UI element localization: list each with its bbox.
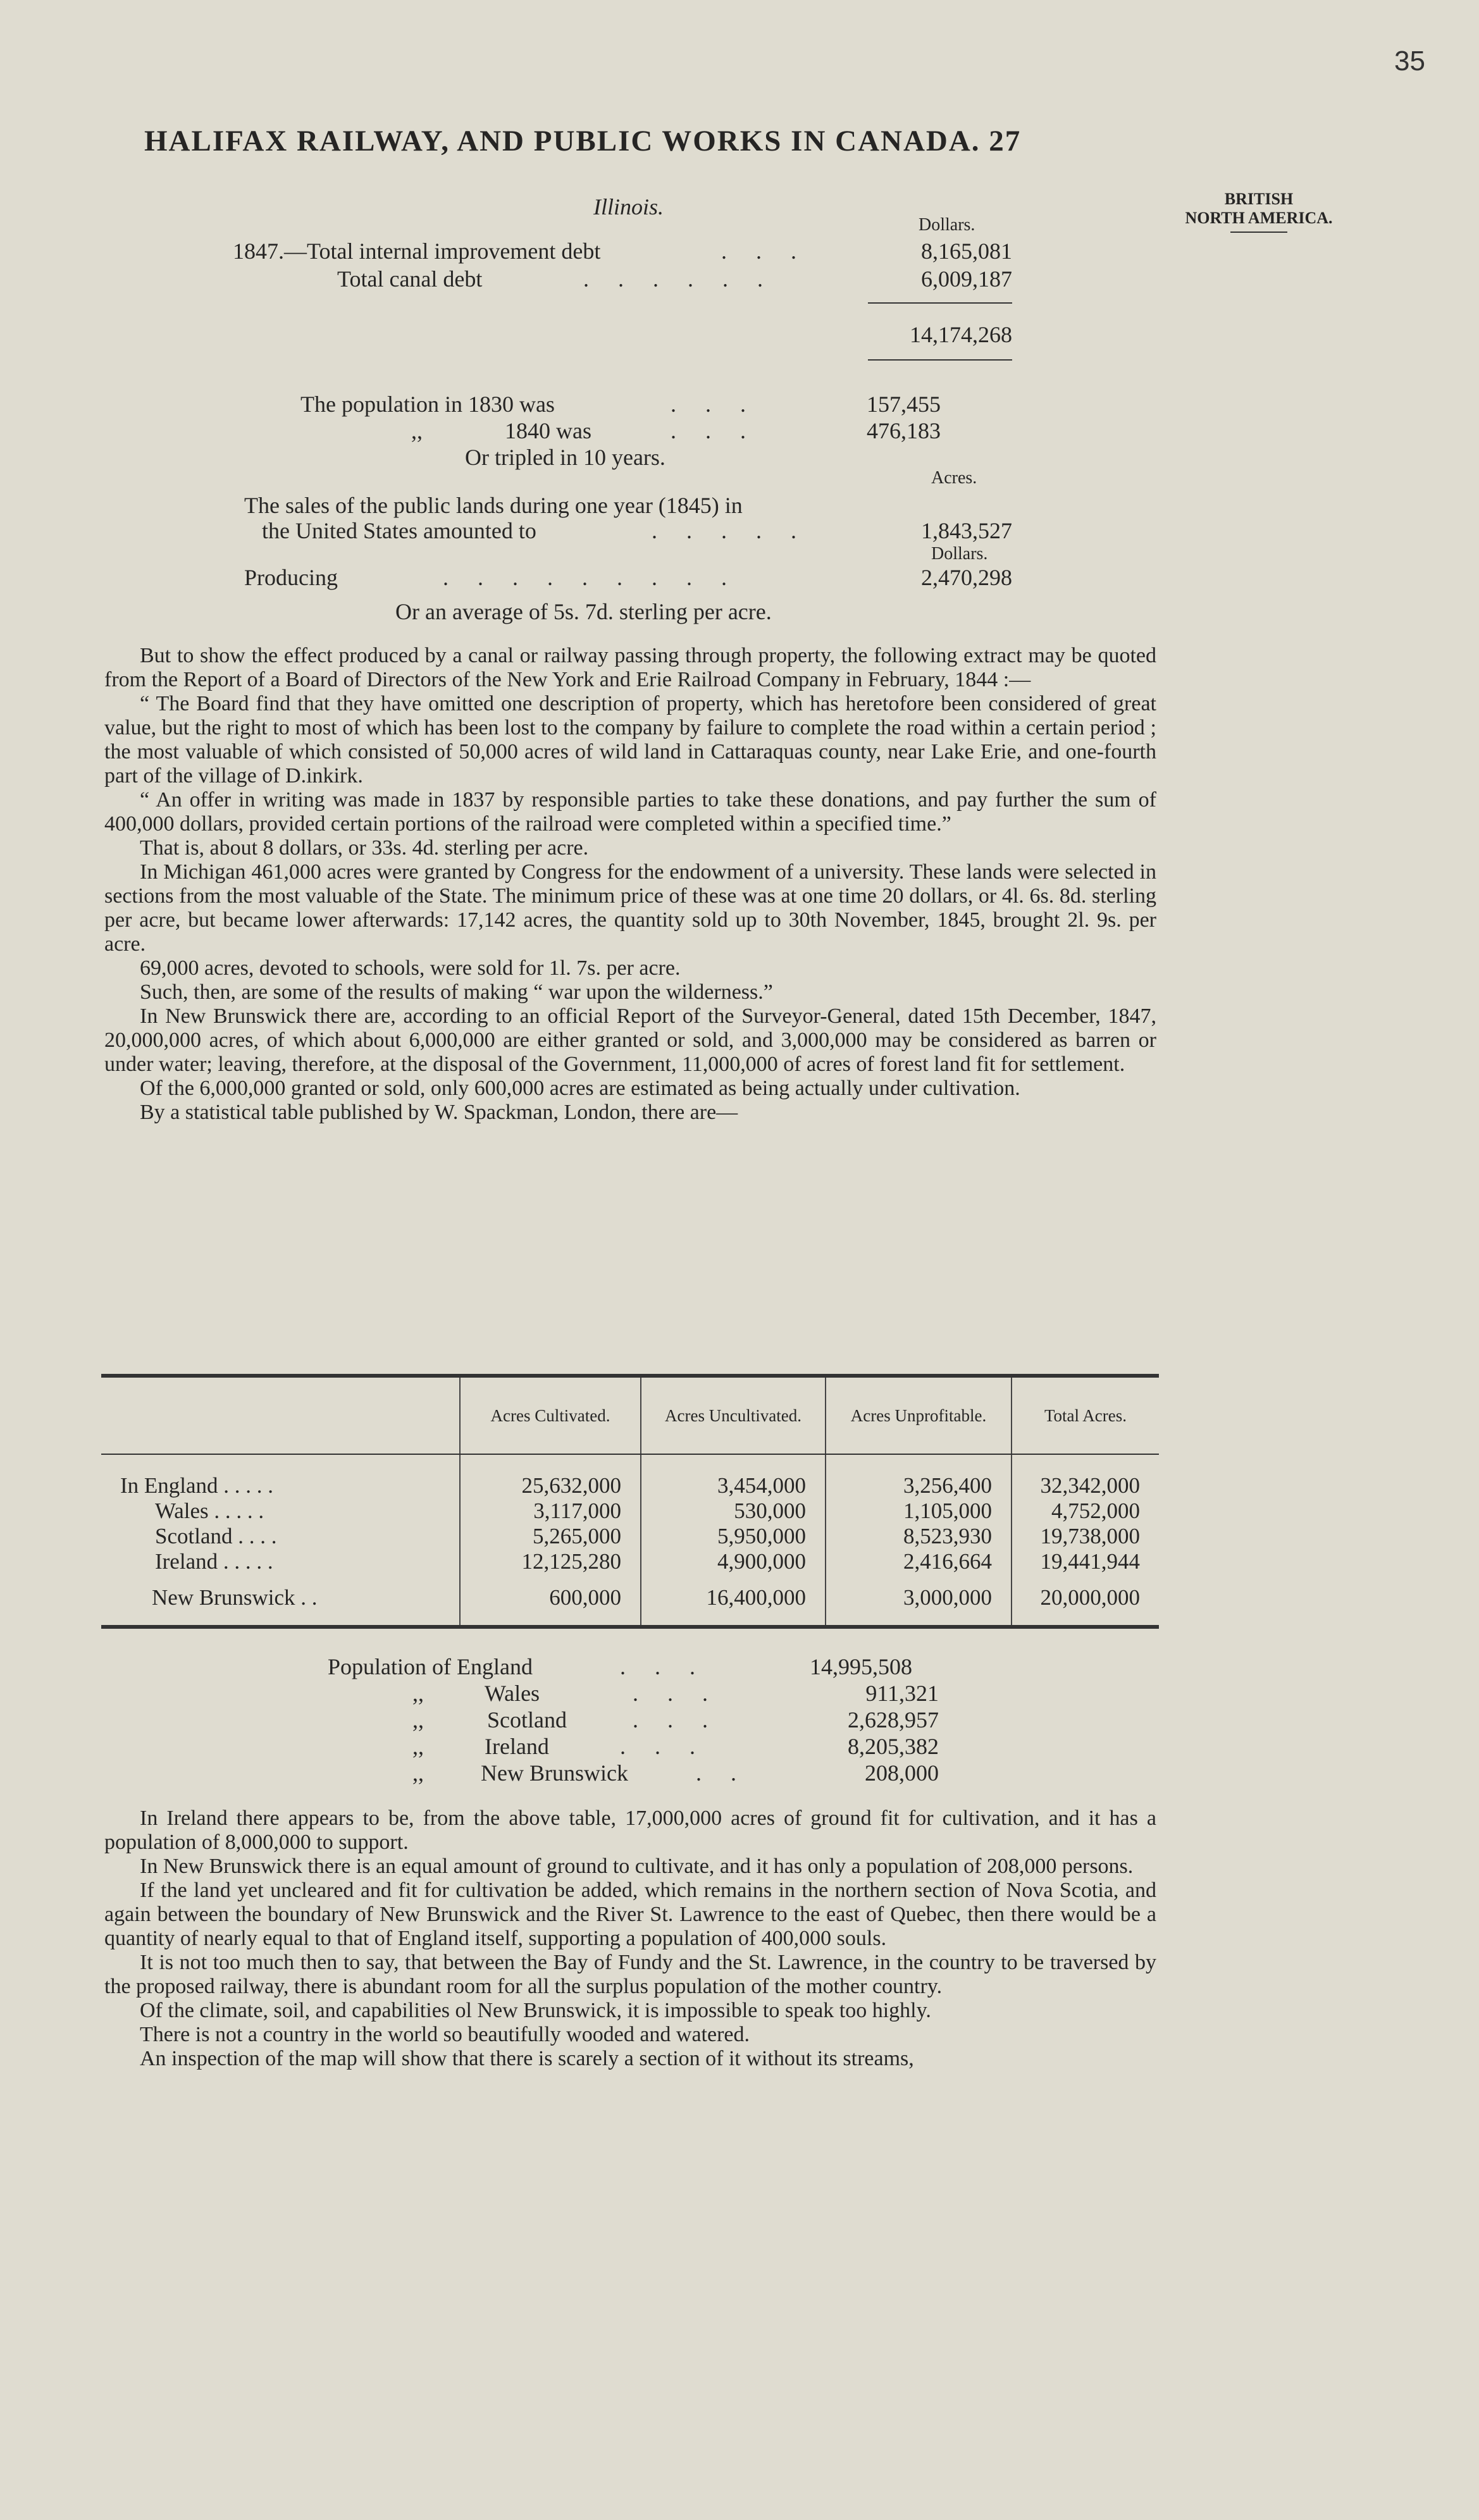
table-cell: 4,752,000: [1012, 1498, 1159, 1524]
paragraph: But to show the effect produced by a canal or railway passing through property, the following extract may be quoted from the Report of a Board of Directors of the New York and Erie Railroad Company in February, 1844 :—: [104, 644, 1156, 691]
population-label: Scotland: [487, 1707, 567, 1732]
population-1830-label: The population in 1830 was: [300, 392, 555, 417]
population-label: Ireland: [485, 1734, 549, 1759]
population-value: 2,628,957: [848, 1707, 939, 1732]
paragraph: Of the climate, soil, and capabilities ol New Brunswick, it is impossible to speak too highly.: [140, 1999, 931, 2022]
paragraph: “ The Board find that they have omitted one description of property, which has heretofore been considered of great value, but the right to most of which has been lost to the company by failure to complete the road within a certain period ; the most valuable of which consisted of 50,000 acres of wild land in Cattaraquas county, near Lake Erie, and one-fourth part of the village of D.inkirk.: [104, 692, 1156, 788]
sales-value: 1,843,527: [921, 518, 1012, 543]
sales-label-line1: The sales of the public lands during one year (1845) in: [244, 493, 743, 518]
table-cell: 8,523,930: [826, 1524, 1012, 1549]
table-cell: 3,454,000: [641, 1454, 826, 1498]
table-cell: 2,416,664: [826, 1549, 1012, 1574]
paragraph: That is, about 8 dollars, or 33s. 4d. sterling per acre.: [140, 836, 589, 860]
leader-dots: ..: [696, 1760, 765, 1786]
paragraph: 69,000 acres, devoted to schools, were sold for 1l. 7s. per acre.: [140, 956, 681, 980]
paragraph: If the land yet uncleared and fit for cultivation be added, which remains in the northern section of Nova Scotia, and again between the boundary of New Brunswick and the River St. Lawrence to the east of Quebec, then there would be a quantity of nearly equal to that of England itself, supporting a population of 400,000 souls.: [104, 1879, 1156, 1950]
statistics-table: [101, 1374, 1159, 1629]
paragraph: There is not a country in the world so beautifully wooded and watered.: [140, 2023, 750, 2046]
leader-dots: ...: [671, 392, 775, 417]
population-label: Population of England: [328, 1654, 533, 1679]
population-label: New Brunswick: [481, 1760, 628, 1786]
total-rule: [868, 359, 1012, 361]
table-corner: [101, 1378, 460, 1454]
table-cell: 20,000,000: [1012, 1574, 1159, 1625]
sales-label-line2: the United States amounted to: [262, 518, 536, 543]
table-header: Acres Cultivated.: [460, 1378, 641, 1454]
population-1840-value: 476,183: [867, 418, 941, 443]
running-header: HALIFAX RAILWAY, AND PUBLIC WORKS IN CANADA. 27: [144, 125, 1022, 158]
row-label: Ireland . . . . .: [155, 1549, 273, 1574]
population-1840-label: 1840 was: [505, 418, 591, 443]
population-value: 208,000: [865, 1760, 939, 1786]
paragraph: In New Brunswick there is an equal amount of ground to cultivate, and it has only a population of 208,000 persons.: [140, 1855, 1134, 1878]
leader-dots: ...: [633, 1681, 737, 1706]
paragraph: Such, then, are some of the results of making “ war upon the wilderness.”: [140, 980, 773, 1004]
population-label: Wales: [485, 1681, 540, 1706]
table-cell: 12,125,280: [460, 1549, 641, 1574]
row-label: Wales . . . . .: [155, 1498, 264, 1523]
table-cell: 530,000: [641, 1498, 826, 1524]
row-label: New Brunswick . .: [152, 1585, 318, 1610]
canal-label: Total canal debt: [337, 266, 483, 292]
leader-dots: .........: [443, 565, 756, 590]
ditto-mark: ,,: [412, 1681, 424, 1706]
leader-dots: ...: [620, 1734, 724, 1759]
illinois-title: Illinois.: [593, 194, 664, 219]
average-note: Or an average of 5s. 7d. sterling per acre.: [395, 599, 772, 624]
dollars-heading-2: Dollars.: [931, 544, 988, 564]
population-value: 8,205,382: [848, 1734, 939, 1759]
paragraph: In Ireland there appears to be, from the above table, 17,000,000 acres of ground fit for cultivation, and it has a population of 8,000,000 to support.: [104, 1807, 1156, 1854]
table-cell: 32,342,000: [1012, 1454, 1159, 1498]
table-header: Acres Uncultivated.: [641, 1378, 826, 1454]
table-row: [101, 1454, 1159, 1498]
leader-dots: ...: [671, 418, 775, 443]
producing-value: 2,470,298: [921, 565, 1012, 590]
side-note-line2: NORTH AMERICA.: [1185, 209, 1333, 227]
acres-heading: Acres.: [931, 468, 977, 488]
table-header: Acres Unprofitable.: [826, 1378, 1012, 1454]
table-header: Total Acres.: [1012, 1378, 1159, 1454]
row-label: Scotland . . . .: [155, 1524, 277, 1548]
side-note-rule: [1230, 232, 1287, 233]
table-cell: 16,400,000: [641, 1574, 826, 1625]
row-label: In England . . . . .: [120, 1473, 274, 1498]
table-cell: 600,000: [460, 1574, 641, 1625]
paragraph: By a statistical table published by W. Spackman, London, there are—: [140, 1101, 738, 1124]
ditto-mark: ,,: [412, 1760, 424, 1786]
population-value: 911,321: [865, 1681, 939, 1706]
side-note: [1151, 190, 1366, 233]
table-cell: 4,900,000: [641, 1549, 826, 1574]
table-cell: 3,000,000: [826, 1574, 1012, 1625]
table-row: [101, 1498, 1159, 1524]
table-cell: 3,256,400: [826, 1454, 1012, 1498]
debt-total: 14,174,268: [910, 322, 1012, 347]
debt-value: 8,165,081: [921, 238, 1012, 264]
tripled-note: Or tripled in 10 years.: [465, 445, 665, 470]
debt-label: 1847.—Total internal improvement debt: [233, 238, 601, 264]
ditto-mark: ,,: [411, 418, 423, 443]
table-row: [101, 1549, 1159, 1574]
ditto-mark: ,,: [412, 1707, 424, 1732]
paragraph: An inspection of the map will show that there is scarely a section of it without its streams,: [140, 2047, 914, 2070]
table-cell: 5,265,000: [460, 1524, 641, 1549]
population-1830-value: 157,455: [867, 392, 941, 417]
table-cell: 5,950,000: [641, 1524, 826, 1549]
page-number: 35: [1394, 46, 1425, 77]
body-text-2: [104, 1807, 1156, 2071]
leader-dots: ......: [583, 266, 792, 292]
side-note-line1: BRITISH: [1224, 190, 1294, 208]
table-cell: 25,632,000: [460, 1454, 641, 1498]
dollars-heading: Dollars.: [919, 215, 975, 235]
paragraph: It is not too much then to say, that between the Bay of Fundy and the St. Lawrence, in the country to be traversed by the proposed railway, there is abundant room for all the surplus population of the mother country.: [104, 1951, 1156, 1998]
sum-rule: [868, 302, 1012, 304]
canal-value: 6,009,187: [921, 266, 1012, 292]
table-cell: 19,441,944: [1012, 1549, 1159, 1574]
table-cell: 3,117,000: [460, 1498, 641, 1524]
table-row: [101, 1524, 1159, 1549]
table-row: [101, 1574, 1159, 1625]
table-cell: 19,738,000: [1012, 1524, 1159, 1549]
leader-dots: ...: [633, 1707, 737, 1732]
leader-dots: .....: [652, 518, 826, 543]
population-value: 14,995,508: [810, 1654, 912, 1679]
paragraph: In New Brunswick there are, according to an official Report of the Surveyor-General, dated 15th December, 1847, 20,000,000 acres, of which about 6,000,000 are either granted or sold, and 3,000,000 may be considered as barren or under water; leaving, therefore, at the disposal of the Government, 11,000,000 of acres of forest land fit for settlement.: [104, 1004, 1156, 1076]
paragraph: In Michigan 461,000 acres were granted by Congress for the endowment of a university. These lands were selected in sections from the most valuable of the State. The minimum price of these was at one time 20 dollars, or 4l. 6s. 8d. sterling per acre, but became lower afterwards: 17,142 acres, the quantity sold up to 30th November, 1845, brought 2l. 9s. per acre.: [104, 860, 1156, 956]
leader-dots: ...: [721, 238, 826, 264]
table-cell: 1,105,000: [826, 1498, 1012, 1524]
producing-label: Producing: [244, 565, 338, 590]
leader-dots: ...: [620, 1654, 724, 1679]
paragraph: Of the 6,000,000 granted or sold, only 600,000 acres are estimated as being actually under cultivation.: [140, 1077, 1020, 1100]
ditto-mark: ,,: [412, 1734, 424, 1759]
body-text-1: [104, 644, 1156, 1125]
paragraph: “ An offer in writing was made in 1837 by responsible parties to take these donations, and pay further the sum of 400,000 dollars, provided certain portions of the railroad were completed within a specified time.”: [104, 788, 1156, 836]
